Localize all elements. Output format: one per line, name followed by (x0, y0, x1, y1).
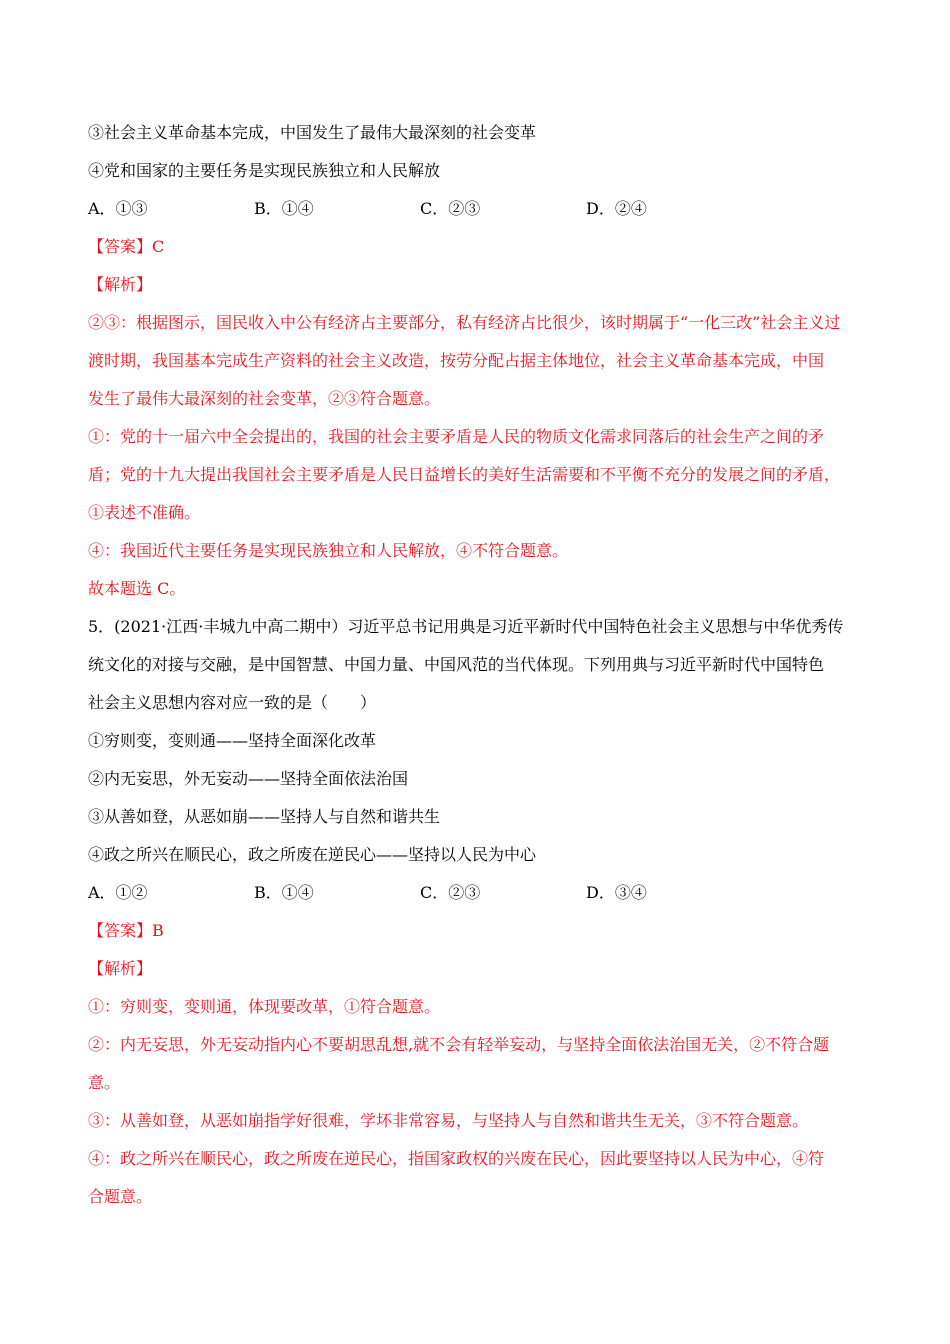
q5-option-d: D．③④ (586, 883, 647, 902)
q5-item-3: ③从善如登，从恶如崩——坚持人与自然和谐共生 (88, 807, 441, 826)
q5-item-4: ④政之所兴在顺民心，政之所废在逆民心——坚持以人民为中心 (88, 845, 537, 864)
q4-analysis-line: 渡时期，我国基本完成生产资料的社会主义改造，按劳分配占据主体地位，社会主义革命基本完成，中国 (88, 351, 825, 370)
q5-analysis-line: ③：从善如登，从恶如崩指学好很难，学坏非常容易，与坚持人与自然和谐共生无关，③不符合题意。 (88, 1111, 809, 1130)
q4-analysis-line: ②③：根据图示，国民收入中公有经济占主要部分，私有经济占比很少，该时期属于“一化三改”社会主义过 (88, 313, 841, 332)
q4-analysis-line: ①表述不准确。 (88, 503, 201, 522)
q4-options (88, 190, 878, 228)
q5-answer-label: 【答案】 (88, 921, 153, 940)
q5-analysis-label: 【解析】 (88, 959, 153, 978)
document-page (88, 114, 878, 1216)
q4-option-d: D．②④ (586, 199, 647, 218)
q5-stem-line: 5．(2021·江西·丰城九中高二期中）习近平总书记用典是习近平新时代中国特色社会主义思想与中华优秀传 (88, 617, 844, 636)
q4-analysis-label: 【解析】 (88, 275, 153, 294)
q4-option-c: C．②③ (420, 199, 481, 218)
q5-option-a: A．①② (88, 883, 148, 902)
q4-analysis-line: 发生了最伟大最深刻的社会变革，②③符合题意。 (88, 389, 441, 408)
q5-stem-line: 统文化的对接与交融，是中国智慧、中国力量、中国风范的当代体现。下列用典与习近平新时代中国特色 (88, 655, 825, 674)
q5-option-c: C．②③ (420, 883, 481, 902)
q5-analysis-line: 意。 (88, 1073, 121, 1092)
q4-answer (88, 228, 878, 266)
q5-stem-line: 社会主义思想内容对应一致的是（ ） (88, 693, 377, 712)
q4-answer-label: 【答案】 (88, 237, 153, 256)
q5-analysis-line: ②：内无妄思，外无妄动指内心不要胡思乱想,就不会有轻举妄动，与坚持全面依法治国无关，②不符合题 (88, 1035, 830, 1054)
q5-answer-value: B (152, 921, 164, 940)
q4-conclusion: 故本题选 C。 (88, 579, 186, 598)
q5-analysis-line: ①：穷则变，变则通，体现要改革，①符合题意。 (88, 997, 441, 1016)
q4-analysis-line: ①：党的十一届六中全会提出的，我国的社会主要矛盾是人民的物质文化需求同落后的社会生产之间的矛 (88, 427, 825, 446)
q4-item-4: ④党和国家的主要任务是实现民族独立和人民解放 (88, 161, 441, 180)
q4-analysis-line: ④：我国近代主要任务是实现民族独立和人民解放，④不符合题意。 (88, 541, 569, 560)
q5-item-1: ①穷则变，变则通——坚持全面深化改革 (88, 731, 377, 750)
q5-item-2: ②内无妄思，外无妄动——坚持全面依法治国 (88, 769, 409, 788)
q5-options (88, 874, 878, 912)
q5-answer (88, 912, 878, 950)
q5-analysis-line: 合题意。 (88, 1187, 153, 1206)
q4-item-3: ③社会主义革命基本完成，中国发生了最伟大最深刻的社会变革 (88, 123, 537, 142)
q4-answer-value: C (152, 237, 165, 256)
q4-option-b: B．①④ (254, 199, 314, 218)
q4-analysis-line: 盾；党的十九大提出我国社会主要矛盾是人民日益增长的美好生活需要和不平衡不充分的发展之间的矛盾， (88, 465, 841, 484)
q5-analysis-line: ④：政之所兴在顺民心，政之所废在逆民心，指国家政权的兴废在民心，因此要坚持以人民为中心，④符 (88, 1149, 825, 1168)
q5-option-b: B．①④ (254, 883, 314, 902)
q4-option-a: A．①③ (88, 199, 148, 218)
